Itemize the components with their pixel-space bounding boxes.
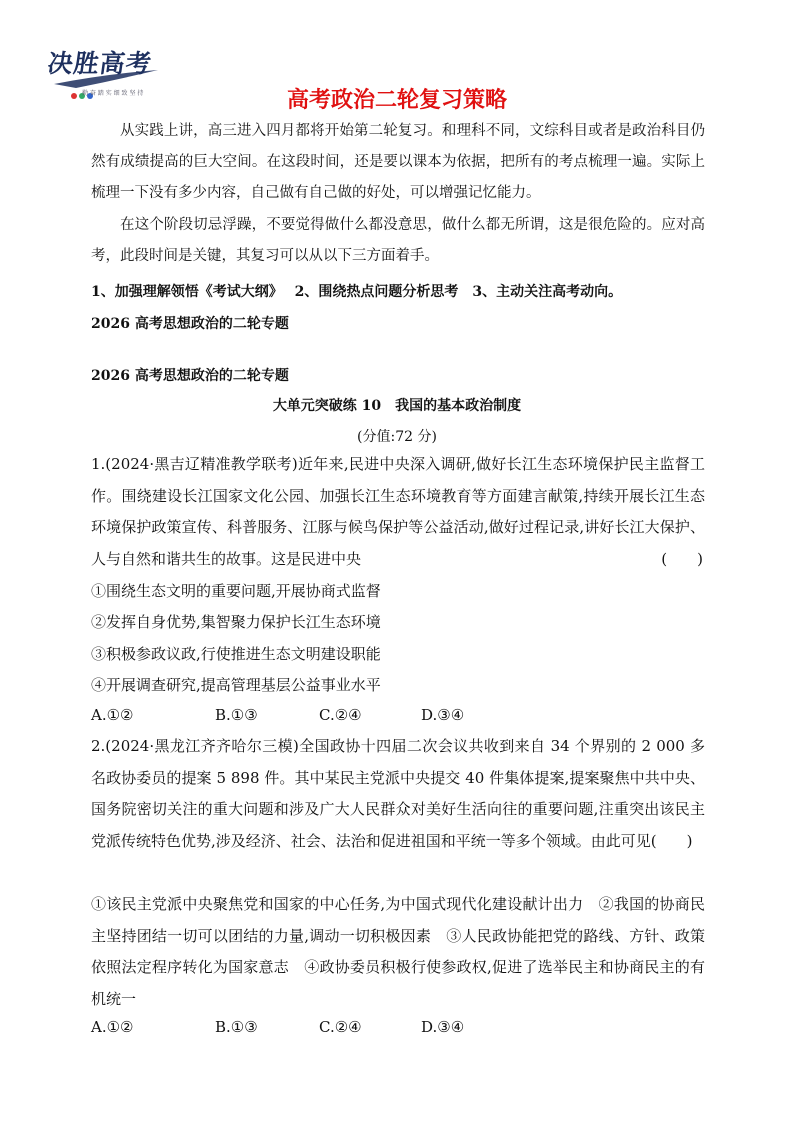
intro-paragraph-1: 从实践上讲，高三进入四月都将开始第二轮复习。和理科不同，文综科目或者是政治科目仍然有成绩提高的巨大空间。在这段时间，还是要以课本为依据，把所有的考点梳理一遍。实际上梳理一下没有多少内容，自己做有自己做的好处，可以增强记忆能力。 <box>91 123 705 201</box>
key-points: 1、加强理解领悟《考试大纲》 2、围绕热点问题分析思考 3、主动关注高考动向。 <box>91 284 623 300</box>
question-2-options: ①该民主党派中央聚焦党和国家的中心任务,为中国式现代化建设献计出力 ②我国的协商民主坚持团结一切可以团结的力量,调动一切积极因素 ③人民政协能把党的路线、方针、政策依照法定程序转化为国家意志 ④政协委员积极行使参政权,促进了选举民主和协商民主的有机统一 <box>91 895 705 1008</box>
answer-c: C.②④ <box>319 706 362 724</box>
question-1-option-2: ②发挥自身优势,集智聚力保护长江生态环境 <box>91 613 381 631</box>
answer-a: A.①② <box>91 1018 134 1036</box>
answer-b: B.①③ <box>215 706 258 724</box>
question-2-answers <box>91 1018 464 1036</box>
answer-d: D.③④ <box>421 706 465 724</box>
answer-a: A.①② <box>91 706 134 724</box>
answer-b: B.①③ <box>215 1018 258 1036</box>
intro-paragraph-2: 在这个阶段切忌浮躁，不要觉得做什么都没意思，做什么都无所谓，这是很危险的。应对高考，此段时间是关键，其复习可以从以下三方面着手。 <box>91 217 705 264</box>
unit-title: 大单元突破练 10 我国的基本政治制度 <box>272 398 522 414</box>
question-2-stem: 2.(2024·黑龙江齐齐哈尔三模)全国政协十四届二次会议共收到来自 34 个界别的 2 000 多名政协委员的提案 5 898 件。其中某民主党派中央提交 40 件集体提案,提案聚焦中共中央、国务院密切关注的重大问题和涉及广大人民群众对美好生活向往的重要问题,注重突出该民主党派传统特色优势,涉及经济、社会、法治和促进祖国和平统一等多个领域。由此可见( ) <box>91 737 705 850</box>
logo-text: 决胜高考 <box>45 49 154 78</box>
section-heading-2: 2026 高考思想政治的二轮专题 <box>91 368 289 384</box>
page-title: 高考政治二轮复习策略 <box>286 88 507 113</box>
answer-d: D.③④ <box>421 1018 465 1036</box>
section-heading-1: 2026 高考思想政治的二轮专题 <box>91 316 289 332</box>
logo-subtitle: 勤 奋 踏 实 细 致 坚 持 <box>82 90 144 97</box>
answer-c: C.②④ <box>319 1018 362 1036</box>
score-note: (分值:72 分) <box>357 429 437 445</box>
question-1-option-3: ③积极参政议政,行使推进生态文明建设职能 <box>91 645 381 663</box>
question-1-option-4: ④开展调查研究,提高管理基层公益事业水平 <box>91 676 381 694</box>
answer-blank: ( ) <box>661 549 703 568</box>
question-1-stem: 1.(2024·黑吉辽精准教学联考)近年来,民进中央深入调研,做好长江生态环境保护民主监督工作。围绕建设长江国家文化公园、加强长江生态环境教育等方面建言献策,持续开展长江生态环境保护政策宣传、科普服务、江豚与候鸟保护等公益活动,做好过程记录,讲好长江大保护、人与自然和谐共生的故事。这是民进中央 ( ) <box>91 449 705 575</box>
question-1-option-1: ①围绕生态文明的重要问题,开展协商式监督 <box>91 582 381 600</box>
question-1-answers <box>91 706 464 724</box>
